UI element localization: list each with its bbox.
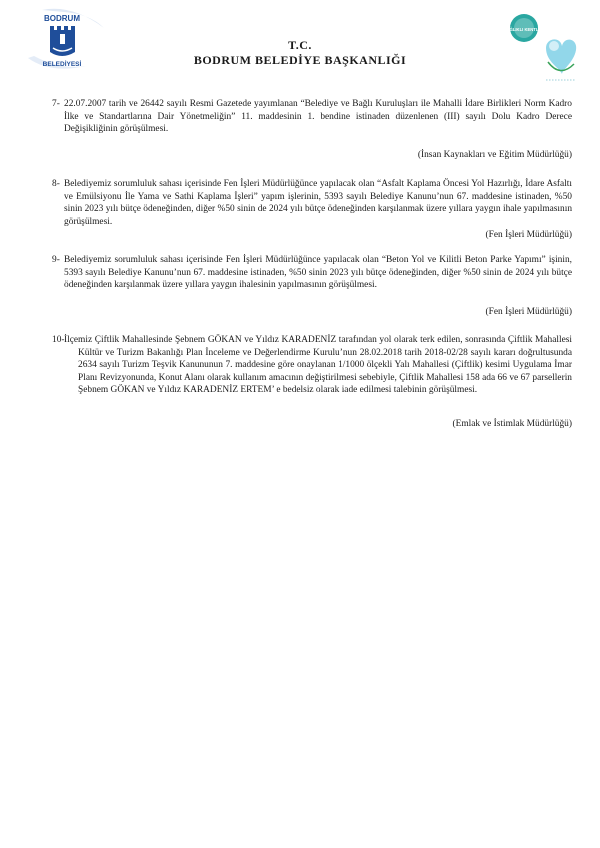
department-label-10: (Emlak ve İstimlak Müdürlüğü) [452,419,572,429]
logo-text-top: BODRUM [44,14,80,23]
department-label-7: (İnsan Kaynakları ve Eğitim Müdürlüğü) [417,150,572,160]
logo-text-bottom: BELEDİYESİ [42,61,82,68]
agenda-item-7 [52,98,572,136]
agenda-item-number: 9- [52,255,60,265]
agenda-item-8 [52,178,572,228]
department-label-9: (Fen İşleri Müdürlüğü) [485,307,572,317]
agenda-item-text: İlçemiz Çiftlik Mahallesinde Şebnem GÖKAN ve Yıldız KARADENİZ tarafından yol olarak terk edilen, sonrasında Çiftlik Mahallesi Kültür ve Turizm Bakanlığı Plan İnceleme ve Değerlendirme Kurulu’nun 28.02.2018 tarih 2018-02/28 sayılı kararı doğrultusunda 2634 sayılı Turizm Teşvik Kanununun 7. maddesine göre onaylanan 1/1000 ölçekli Yalı Mahallesi (Çiftlik) kesimi Uygulama İmar Planı Revizyonunda, Konut Alanı olarak kullanım amacının değiştirilmesi sebebiyle, Çiftlik Mahallesi 158 ada 66 ve 67 parsellerin Şebnem GÖKAN ve Yıldız KARADENİZ ERTEM’ e bedelsiz olarak iade edilmesi talebinin görüşülmesi. [64,335,572,396]
agenda-item-10 [52,334,572,397]
header-tc: T.C. [288,38,312,52]
agenda-item-text: Belediyemiz sorumluluk sahası içerisinde Fen İşleri Müdürlüğünce yapılacak olan “Beton Yol ve Kilitli Beton Parke Yapımı” işinin, 5393 sayılı Belediye Kanunu’nun 67. maddesine istinaden, %50 sinin 2023 yılı bütçe ödeneğinden, diğer %50 sinin de 2024 yılı bütçe ödeneğinden karşılanmak üzere yıllara yaygın ihalesinin yapılmasının görüşülmesi. [64,255,572,291]
agenda-item-number: 7- [52,99,60,109]
department-label-8: (Fen İşleri Müdürlüğü) [485,230,572,240]
agenda-item-9 [52,254,572,292]
agenda-item-number: 8- [52,179,60,189]
agenda-item-number: 10- [52,335,65,345]
header-organization: BODRUM BELEDİYE BAŞKANLIĞI [193,53,407,67]
healthy-cities-text: SAĞLIKLI KENTLER [503,27,545,32]
agenda-item-text: Belediyemiz sorumluluk sahası içerisinde Fen İşleri Müdürlüğünce yapılacak olan “Asfalt Kaplama Öncesi Yol Hazırlığı, İdare Asfaltı ve Emülsiyonu İle Yama ve Sathi Kaplama İşleri” yapım işlerinin, 5393 sayılı Belediye Kanunu’nun 67. maddesine istinaden, %50 sinin 2023 yılı bütçe ödeneğinden, diğer %50 sinin de 2024 yılı bütçe ödeneğinden karşılanmak üzere yıllara yaygın ihale yapılmasının görüşülmesi. [64,179,572,227]
agenda-item-text: 22.07.2007 tarih ve 26442 sayılı Resmi Gazetede yayımlanan “Belediye ve Bağlı Kuruluşları ile Mahalli İdare Birlikleri Norm Kadro İlke ve Standartlarına Dair Yönetmeliğin” 11. maddesinin 1. bendine istinaden düzenlenen (III) sayılı Dolu Kadro Derece Değişikliğinin görüşülmesi. [64,99,572,135]
